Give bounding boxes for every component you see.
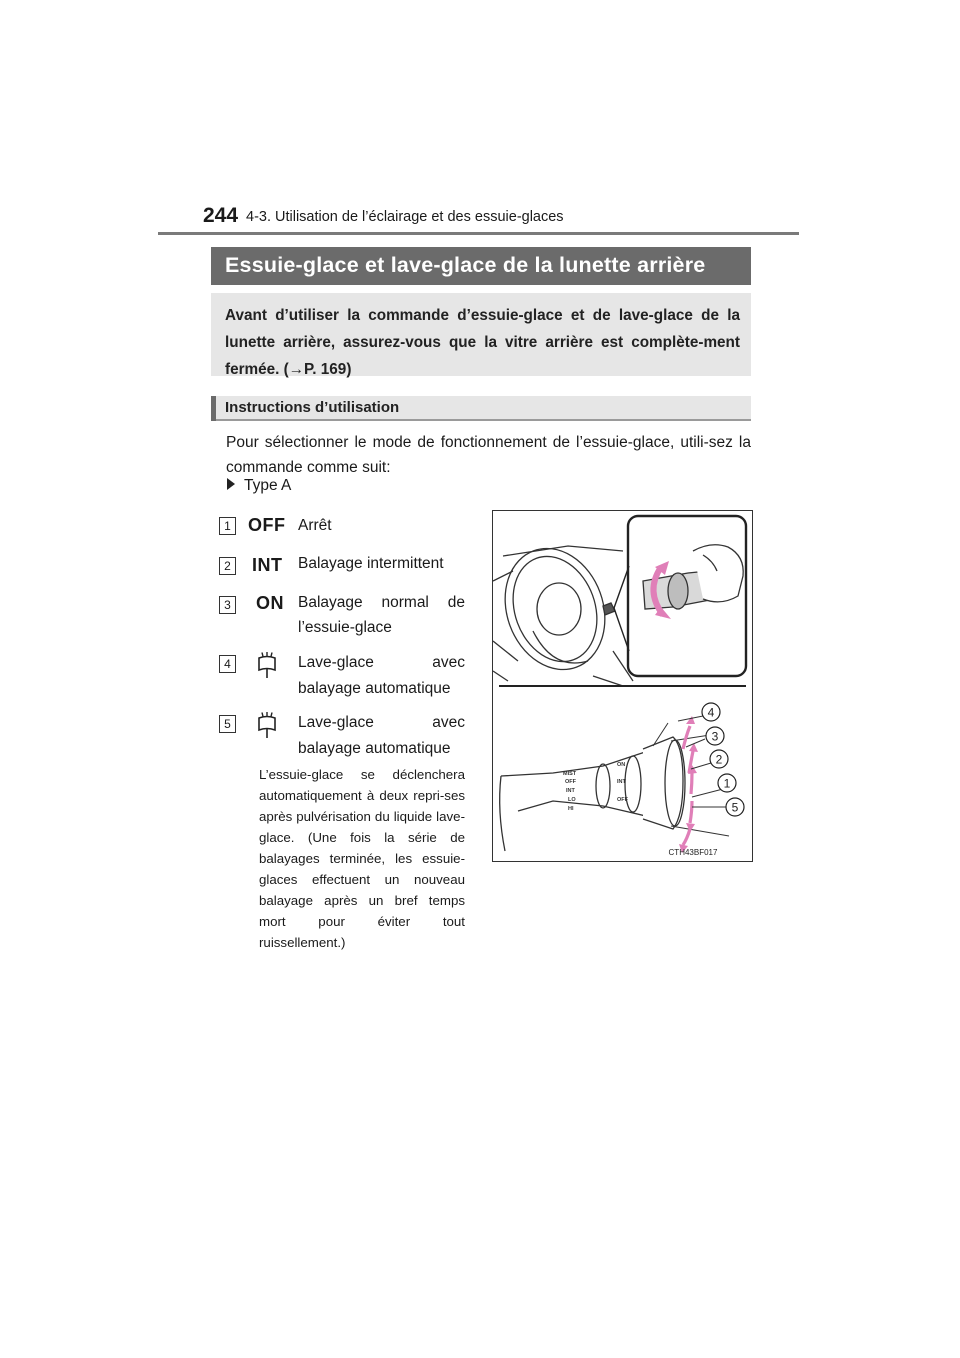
stalk-label-off-rear: OFF bbox=[617, 797, 628, 803]
stalk-label-hi: HI bbox=[568, 806, 574, 812]
wiper-diagram bbox=[493, 511, 752, 861]
header-divider bbox=[158, 232, 799, 235]
type-label bbox=[227, 477, 291, 495]
page-title-bar bbox=[211, 247, 751, 285]
instruction-text: Pour sélectionner le mode de fonctionnement de l’essuie-glace, utili-sez la commande comme suit: bbox=[226, 434, 751, 476]
callout-2: 2 bbox=[715, 752, 723, 767]
washer-icon bbox=[256, 650, 278, 680]
wiper-illustration bbox=[492, 510, 753, 862]
mode-desc-off: Arrêt bbox=[298, 517, 332, 534]
callout-1: 1 bbox=[723, 776, 731, 791]
type-label-text: Type A bbox=[244, 477, 292, 494]
item-number-4: 4 bbox=[219, 655, 236, 673]
mode-symbol-off: OFF bbox=[248, 515, 286, 535]
stalk-label-int: INT bbox=[566, 788, 575, 794]
stalk-label-lo: LO bbox=[568, 797, 576, 803]
mode-desc-on-line2: l’essuie-glace bbox=[298, 619, 392, 636]
figure-code: CTH43BF017 bbox=[668, 848, 718, 857]
washer-note: L’essuie-glace se déclenchera automatiquement à deux repri-ses après pulvérisation du liquide lave-glace. (Une fois la série de balayages terminée, les essuie-glaces effectuent un nouveau balayage après un bref temps mort pour éviter tout ruissellement.) bbox=[259, 767, 465, 950]
item-number-5: 5 bbox=[219, 715, 236, 733]
section-title: 4-3. Utilisation de l’éclairage et des essuie-glaces bbox=[246, 209, 564, 225]
washer-icon bbox=[256, 710, 278, 740]
item-number-3: 3 bbox=[219, 596, 236, 614]
page-title: Essuie-glace et lave-glace de la lunette arrière bbox=[225, 253, 706, 277]
mode-desc-washer2-line2: balayage automatique bbox=[298, 740, 451, 757]
intro-box bbox=[211, 293, 751, 376]
mode-desc-washer-line1: Lave-glace avec bbox=[298, 654, 465, 671]
callout-3: 3 bbox=[711, 729, 719, 744]
stalk-label-on: ON bbox=[617, 762, 626, 768]
page-number: 244 bbox=[203, 204, 239, 227]
stalk-label-mist: MIST bbox=[563, 771, 577, 777]
mode-symbol-on: ON bbox=[256, 593, 284, 613]
intro-text: Avant d’utiliser la commande d’essuie-glace et de lave-glace de la lunette arrière, assurez-vous que la vitre arrière est complète-ment fermée. (→P. 169) bbox=[225, 307, 740, 378]
mode-desc-int: Balayage intermittent bbox=[298, 555, 444, 572]
item-number-1: 1 bbox=[219, 517, 236, 535]
mode-desc-washer-line2: balayage automatique bbox=[298, 680, 451, 697]
mode-desc-washer2-line1: Lave-glace avec bbox=[298, 714, 465, 731]
stalk-label-off: OFF bbox=[565, 779, 576, 785]
sub-heading-text: Instructions d’utilisation bbox=[225, 399, 400, 416]
bullet-arrow-icon bbox=[227, 478, 235, 490]
sub-heading bbox=[211, 396, 751, 421]
mode-symbol-int: INT bbox=[252, 555, 283, 575]
callout-5: 5 bbox=[731, 800, 739, 815]
mode-desc-on-line1: Balayage normal de bbox=[298, 594, 465, 611]
item-number-2: 2 bbox=[219, 557, 236, 575]
callout-4: 4 bbox=[707, 705, 715, 720]
stalk-label-int-rear: INT bbox=[617, 779, 626, 785]
